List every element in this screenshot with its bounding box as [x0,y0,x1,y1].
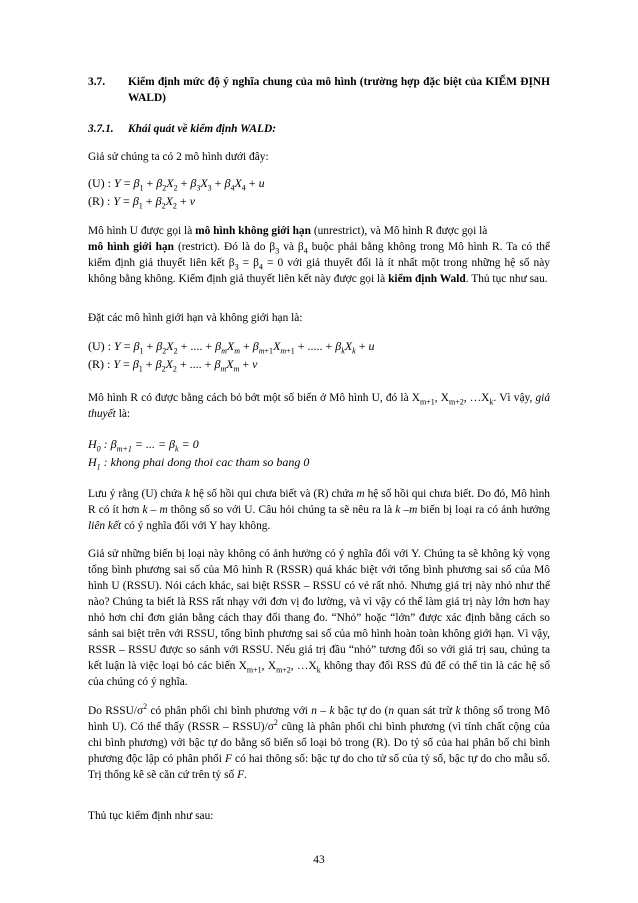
equation-unrestricted-1: (U) : $Y = \beta_1 + \beta_2X_2 + \beta_3X_3 + \beta_4X_4 + u$ [88,176,265,193]
paragraph-model-definition: Mô hình U được gọi là mô hình không giới hạn (unrestrict), và Mô hình R được gọi là mô hình giới hạn (restrict). Đó là do $\beta_3$ và $\beta_4$ buộc phải bằng không trong Mô hình R. Ta có thể kiểm định giả thuyết liên kết $\beta_3 = \beta_4 = 0$ với giả thuyết đối là ít nhất một trong những hệ số này không bằng không. Kiểm định giả thuyết liên kết này được gọi là kiểm định Wald. Thủ tục như sau. [88,225,551,285]
equation-unrestricted-general: (U) : $Y = \beta_1 + \beta_2X_2$ + .... + $\beta_mX_m + \beta_{m+1}X_{m+1}$ + ..... + $\beta_kX_k + u$ [88,339,375,356]
paragraph-note: Lưu ý rằng (U) chứa k hệ số hồi qui chưa biết và (R) chứa m hệ số hồi qui chưa biết. Do đó, Mô hình R có ít hơn k – m thông số so với U. Câu hỏi chúng ta sẽ nêu ra là k –m biến bị loại ra có ảnh hưởng liên kết có ý nghĩa đối với Y hay không. [88,488,551,532]
intro-paragraph: Giả sử chúng ta có 2 mô hình dưới đây: [88,151,269,163]
section-number: 3.7. [88,76,106,88]
hypothesis-alternative: $H_1$ : khong phai dong thoi cac tham so bang 0 [88,455,310,472]
paragraph-rss-comparison: Giả sử những biến bị loại này không có ảnh hưởng có ý nghĩa đối với Y. Chúng ta sẽ không kỳ vọng tổng bình phương sai số của Mô hình R (RSSR) quá khác biệt với tổng bình phương sai số của Mô hình U (RSSU). Nói cách khác, sai biệt RSSR – RSSU có vẻ rất nhỏ. Nhưng giá trị này nhỏ như thế nào? Chúng ta biết là RSS rất nhạy với đơn vị đo lường, và vì vậy có thể làm giá trị này lớn hơn hay nhỏ hơn chỉ đơn giản bằng cách thay đổi thang đo. “Nhỏ” hoặc “lớn” được xác định bằng cách so sánh sai biệt trên với RSSU, tổng bình phương sai số của mô hình hoàn toàn không giới hạn. Vì vậy, RSSR – RSSU được so sánh với RSSU. Nếu giá trị đầu “nhỏ” tương đối so với giá trị sau, chúng ta kết luận là việc loại bỏ các biến $X_{m+1}$, $X_{m+2}$, $\dots X_k$ không thay đổi RSS đủ để có thể tin là các hệ số của chúng có ý nghĩa. [88,548,551,688]
hypothesis-null: $H_0$ : $\beta_{m+1}$ = ... = $\beta_k = 0$ [88,437,199,454]
equation-label: (R) : [88,194,114,208]
equation-label: (U) : [88,176,114,190]
equation-restricted-general: (R) : $Y = \beta_1 + \beta_2X_2$ + .... + $\beta_mX_m + \nu$ [88,357,258,374]
paragraph-set-models: Đặt các mô hình giới hạn và không giới hạn là: [88,312,303,324]
section-heading [88,74,550,106]
paragraph-procedure: Thủ tục kiểm định như sau: [88,810,214,822]
section-title: Kiểm định mức độ ý nghĩa chung của mô hình (trường hợp đặc biệt của KIỂM ĐỊNH WALD) [128,76,550,104]
subsection-title: Khái quát về kiểm định WALD: [128,123,276,135]
page-number: 43 [313,854,325,866]
paragraph-restricted-model: Mô hình R có được bằng cách bỏ bớt một số biến ở Mô hình U, đó là $X_{m+1}$, $X_{m+2}$, $\dots X_k$. Vì vậy, giả thuyết là: [88,392,551,420]
equation-restricted-1: (R) : $Y = \beta_1 + \beta_2X_2 + \nu$ [88,194,196,211]
subsection-number: 3.7.1. [88,123,114,135]
subsection-heading [88,121,550,137]
paragraph-f-distribution: Do RSSU/$\sigma^2$ có phân phối chi bình phương với n – k bậc tự do (n quan sát trừ k thông số trong Mô hình U). Có thể thấy (RSSR – $RSSU)/\sigma^2$ cũng là phân phối chi bình phương (vì tính chất cộng của chi bình phương) với bậc tự do bằng số biến số loại bỏ trong (R). Do tỷ số của hai phân bố chi bình phương độc lập có phân phối F có hai thông số: bậc tự do cho tử số của tỷ số, bậc tự do cho mẫu số. Trị thống kê sẽ căn cứ trên tỷ số F. [88,702,551,781]
